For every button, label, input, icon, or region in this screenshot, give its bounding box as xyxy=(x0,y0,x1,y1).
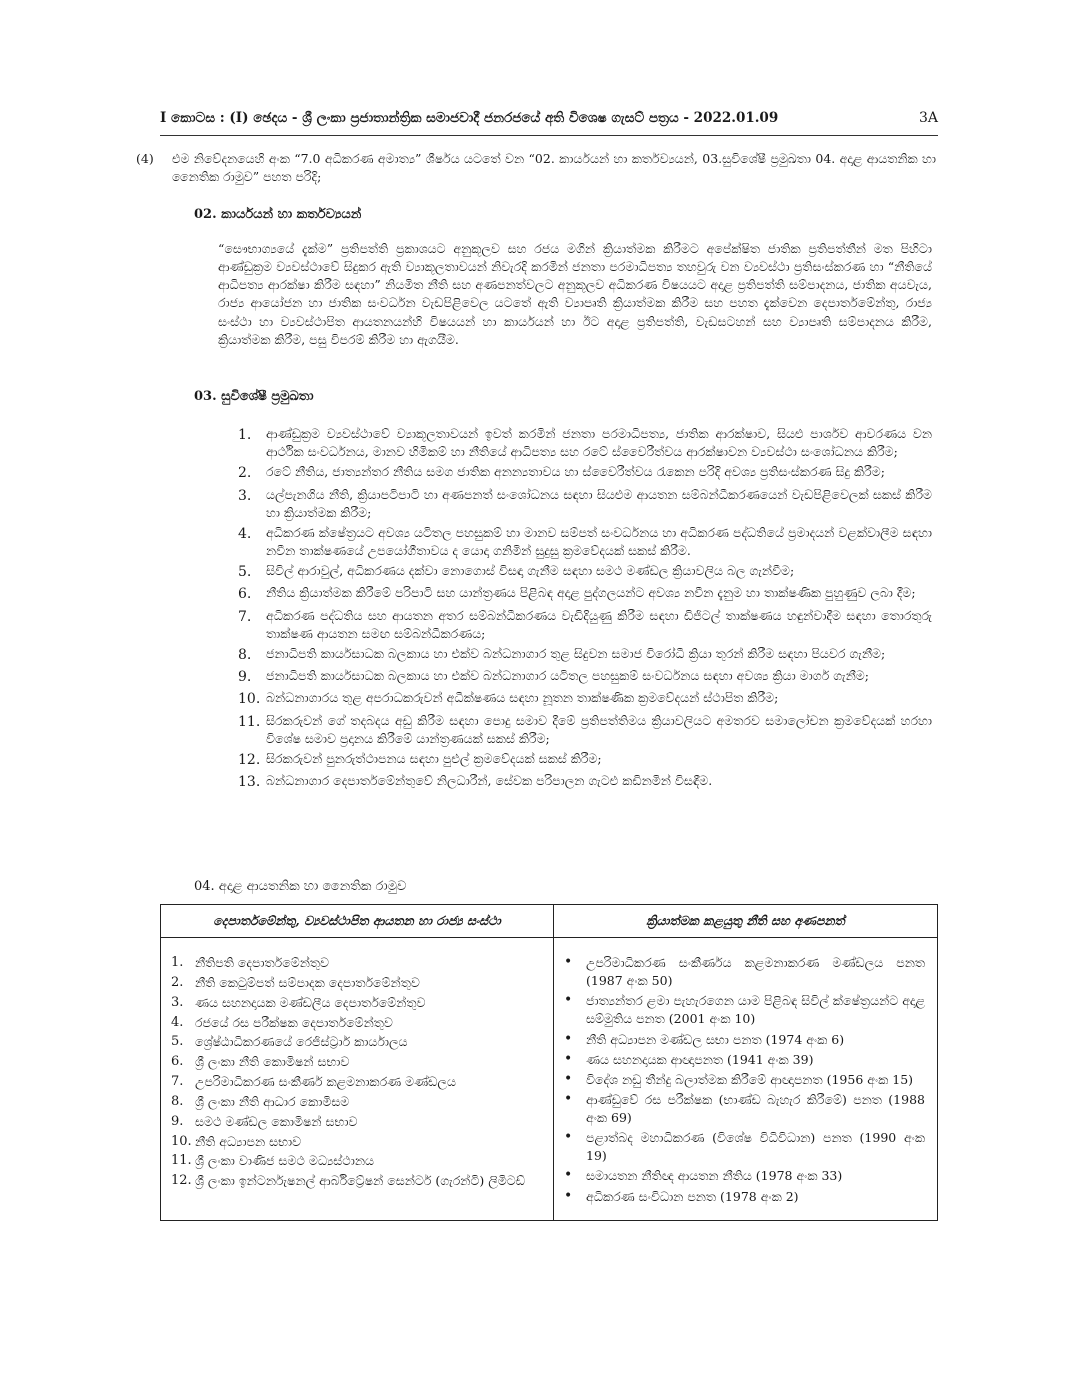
bullet-icon: • xyxy=(564,1167,573,1184)
table-row xyxy=(161,944,938,1220)
col-header-laws: ක්‍රියාත්මක කළයුතු නීති සහ අණපනත් xyxy=(554,905,938,938)
bullet-icon: • xyxy=(564,954,573,970)
list-item: 6. ශ්‍රී ලංකා නීති කොමිෂන් සභාව xyxy=(171,1054,350,1070)
list-item: • ණය සහනදායක ආඥාපනත (1941 අංක 39) xyxy=(564,1051,925,1069)
page-number: 3A xyxy=(918,110,938,126)
laws-cell xyxy=(554,944,938,1220)
list-item: • සමායතන නීතිඥ ආයතන නීතිය (1978 අංක 33) xyxy=(564,1167,925,1185)
list-item: 1. නීතිපති දෙපාර්තමේන්තුව xyxy=(171,955,330,970)
list-item: • ආණ්ඩුවේ රස පරීක්ෂක (භාණ්ඩ බැහැර කිරීමේ) පනත (1988 අංක 69) xyxy=(564,1091,925,1127)
header-title: I කොටස : (I) ඡෙදය - ශ්‍රී ලංකා ප්‍රජාතාන්ත්‍රික සමාජවාදී ජනරජයේ අති විශෙෂ ගැසට් පත්‍රය - 2022.01.09 xyxy=(160,110,779,126)
intro-paragraph xyxy=(136,150,936,186)
list-item: 7. අධිකරණ පද්ධතිය සහ ආයතන අතර සම්බන්ධීකරණය වැඩිදියුණු කිරීම සඳහා ඩිජිටල් තාක්ෂණය හඳුන්වාදීම සඳහා තොරතුරු තාක්ෂණ ආයතන සමඟ සම්බන්ධීකරණය; xyxy=(238,607,932,641)
list-item: 11. ශ්‍රී ලංකා වාණිජ සමථ මධ්‍යස්ථානය xyxy=(171,1153,375,1169)
list-item: 9. ජනාධිපති කාර්යසාධක බලකාය හා එක්ව බන්ධනාගාර යටිතල පහසුකම් සංවර්ධනය සඳහා අවශ්‍ය ක්‍රියා මාර්ග ගැනීම; xyxy=(238,668,870,686)
list-item: • අධිකරණ සංවිධාන පනත (1978 අංක 2) xyxy=(564,1188,925,1206)
list-item: 11. සිරකරුවන් ගේ තදබදය අඩු කිරීම සඳහා පොදු සමාව දීමේ ප්‍රතිපත්තිමය ක්‍රියාවලියට අමතරව සමාලෝචන ක්‍රමවේදයක් හරහා විශේෂ සමාව ප්‍රදානය කිරීමේ යාන්ත්‍රණයක් සකස් කිරීම; xyxy=(238,712,932,746)
bullet-icon: • xyxy=(564,1187,573,1204)
list-item: 5. ශ්‍රේෂ්ඨාධිකරණයේ රෙජිස්ට්‍රාර් කාර්යාලය xyxy=(171,1034,408,1050)
intro-text: එම නිවේදනයෙහි අංක “7.0 අධිකරණ අමාත්‍ය” ශීර්ෂය යටතේ වන “02. කාර්යයන් හා කර්තව්‍යයන්, 03.සුවිශේෂී ප්‍රමුඛතා 04. අදාළ ආයතනික හා නෛතික රාමුව” පහත පරිදි; xyxy=(172,151,936,185)
header-rule xyxy=(160,135,938,136)
intro-number: (4) xyxy=(136,151,154,166)
list-item: 4. අධිකරණ ක්ෂේත්‍රයට අවශ්‍ය යටිතල පහසුකම් හා මානව සම්පත් සංවර්ධනය හා අධිකරණ පද්ධතියේ ප්‍රමාදයන් වළක්වාලීම සඳහා නවීන තාක්ෂණයේ උපයෝගීතාවය ද යොදා ගනිමින් සුදුසු ක්‍රමවේදයක් සකස් කිරීම. xyxy=(238,524,932,558)
institutions-cell xyxy=(161,944,554,1220)
list-item: 10. නීති අධ්‍යාපන සභාව xyxy=(171,1133,302,1149)
list-item: 2. නීති කෙටුම්පත් සම්පාදක දෙපාර්තමේන්තුව xyxy=(171,974,420,990)
bullet-icon: • xyxy=(564,1050,573,1067)
list-item: 4. රජයේ රස පරීක්ෂක දෙපාර්තමේන්තුව xyxy=(171,1014,393,1030)
institutional-framework-table xyxy=(160,904,938,1221)
list-item: 3. යල්පැනගිය නීති, ක්‍රියාපටිපාටි හා අණපනත් සංශෝධනය සඳහා සියළුම ආයතන සම්බන්ධීකරණයෙන් වැඩපිළිවෙලක් සකස් කිරීම හා ක්‍රියාත්මක කිරීම; xyxy=(238,486,932,520)
list-item: • ජාත්‍යන්තර ළමා පැහැරගෙන යාම පිළිබඳ සිවිල් ක්ෂේත්‍රයන්ට අදාළ සම්මුතිය පනත (2001 අංක 10) xyxy=(564,992,925,1028)
section-02-text: “සෞභාග්‍යයේ දැක්ම” ප්‍රතිපත්ති ප්‍රකාශයට අනුකූලව සහ රජය මගින් ක්‍රියාත්මක කිරීමට අපේක්ෂිත ජාතික ප්‍රතිපත්තීන් මත පිහිටා ආණ්ඩුක්‍රම ව්‍යවස්ථාවේ සිදුකර ඇති ව්‍යාකූලතාවයන් නිවැරදි කරමින් ජනතා පරමාධිපත්‍ය තහවුරු වන ව්‍යවස්ථා ප්‍රතිසංස්කරණ හා “නීතියේ ආධිපත්‍ය ආරක්ෂා කිරීම සඳහා” නියමිත නීති සහ අණපනත්වලට අනුකූලව අධිකරණ විෂයයට අදාළ ප්‍රතිපත්ති සම්පාදනය, ජාතික අයවැය, රාජ්‍ය ආයෝජන හා ජාතික සංවර්ධන වැඩපිළිවෙල යටතේ ඇති ව්‍යාපෘති ක්‍රියාත්මක කිරීම සහ පහත දැක්වෙන දෙපාර්තමේන්තු, රාජ්‍ය සංස්ථා හා ව්‍යවස්ථාපිත ආයතනයන්හි විෂයයන් හා කාර්යයන් හා ඊට අදාළ ප්‍රතිපත්ති, වැඩසටහන් සහ ව්‍යාපෘති සම්පාදනය කිරීම, ක්‍රියාත්මක කිරීම, පසු විපරම් කිරීම හා ඇගයීම. xyxy=(218,241,932,347)
priority-list xyxy=(238,425,932,795)
bullet-icon: • xyxy=(564,1070,573,1087)
list-item: 3. ණය සහනදායක මණ්ඩලීය දෙපාර්තමේන්තුව xyxy=(171,994,426,1010)
list-item: 7. උපරිමාධිකරණ සංකීර්ණ කළමනාකරණ මණ්ඩලය xyxy=(171,1074,456,1090)
list-item: 8. ශ්‍රී ලංකා නීති ආධාර කොමිසම xyxy=(171,1093,350,1109)
list-item: 12. ශ්‍රී ලංකා ඉන්ටර්නැෂනල් ආර්බිට්‍රේෂන් සෙන්ටර් (ගැරන්ටි) ලිමිටඩ් xyxy=(171,1173,526,1189)
list-item: 2. රටේ නීතිය, ජාත්‍යන්තර නීතිය සමග ජාතික අනන්‍යතාවය හා ස්වෛරීත්වය රැකෙන පරිදි අවශ්‍ය ප්‍රතිසංස්කරණ සිදු කිරීම; xyxy=(238,464,885,482)
page-header xyxy=(160,108,938,129)
section-02-title: 02. කාර්යයන් හා කර්තව්‍යයන් xyxy=(194,207,362,222)
section-04-title: 04. අදාළ ආයතනික හා නෛතික රාමුව xyxy=(194,879,407,894)
table-header-row xyxy=(161,905,938,938)
list-item: • විදේශ නඩු තීන්දු බලාත්මක කිරීමේ ආඥාපනත (1956 අංක 15) xyxy=(564,1071,925,1089)
list-item: 13. බන්ධනාගාර දෙපාර්තමේන්තුවේ නිලධාරීන්, සේවක පරිපාලන ගැටළු කඩිනමින් විසඳීම. xyxy=(238,773,713,791)
list-item: 8. ජනාධිපති කාර්යසාධක බලකාය හා එක්ව බන්ධනාගාර තුළ සිදුවන සමාජ විරෝධී ක්‍රියා තුරන් කිරීම සඳහා පියවර ගැනීම; xyxy=(238,645,886,663)
bullet-icon: • xyxy=(564,1030,573,1047)
bullet-icon: • xyxy=(564,1090,573,1107)
list-item: • පළාත්බද මහාධිකරණ (විශේෂ විධිවිධාන) පනත (1990 අංක 19) xyxy=(564,1129,925,1165)
institutions-list xyxy=(161,944,553,1200)
list-item: 12. සිරකරුවන් පුනරුත්ථාපනය සඳහා පුළුල් ක්‍රමවේදයක් සකස් කිරීම; xyxy=(238,751,602,769)
list-item: 1. ආණ්ඩුක්‍රම ව්‍යවස්ථාවේ ව්‍යාකූලතාවයන් ඉවත් කරමින් ජනතා පරමාධිපත්‍ය, ජාතික ආරක්ෂාව, සියළු පාර්ශව ආවරණය වන ආර්ථික සංවර්ධනය, මානව හිමිකම් හා නීතියේ ආධිපත්‍ය සහ රටේ ස්වෛරීත්වය ආරක්ෂාවන ව්‍යවස්ථා සංශෝධනය කිරීම; xyxy=(238,426,932,460)
bullet-icon: • xyxy=(564,992,573,1009)
list-item: 5. සිවිල් ආරාවුල්, අධිකරණය දක්වා නොගොස් විසඳා ගැනීම සඳහා සමථ මණ්ඩල ක්‍රියාවලිය බල ගැන්වීම; xyxy=(238,563,795,581)
laws-list xyxy=(554,944,937,1220)
section-03-title: 03. සුවිශේෂී ප්‍රමුඛතා xyxy=(194,389,314,404)
list-item: • උපරිමාධිකරණ සංකීර්ණය කළමනාකරණ මණ්ඩලය පනත (1987 අංක 50) xyxy=(564,954,925,990)
list-item: • නීති අධ්‍යාපන මණ්ඩල සභා පනත (1974 අංක 6) xyxy=(564,1031,925,1049)
bullet-icon: • xyxy=(564,1129,573,1146)
list-item: 10. බන්ධනාගාරය තුළ අපරාධකරුවන් අධීක්ෂණය සඳහා නූතන තාක්ෂණික ක්‍රමවේදයන් ස්ථාපිත කිරීම; xyxy=(238,690,779,708)
list-item: 9. සමථ මණ්ඩල කොමිෂන් සභාව xyxy=(171,1113,358,1129)
list-item: 6. නීතිය ක්‍රියාත්මක කිරීමේ පරිපාටි සහ යාන්ත්‍රණය පිළිබඳ අදාළ පුද්ගලයන්ට අවශ්‍ය නවීන දැනුම හා තාක්ෂණික පුහුණුව ලබා දීම; xyxy=(238,585,916,603)
col-header-institutions: දෙපාර්තමේන්තු, ව්‍යවස්ථාපිත ආයතන හා රාජ්‍ය සංස්ථා xyxy=(161,905,554,938)
